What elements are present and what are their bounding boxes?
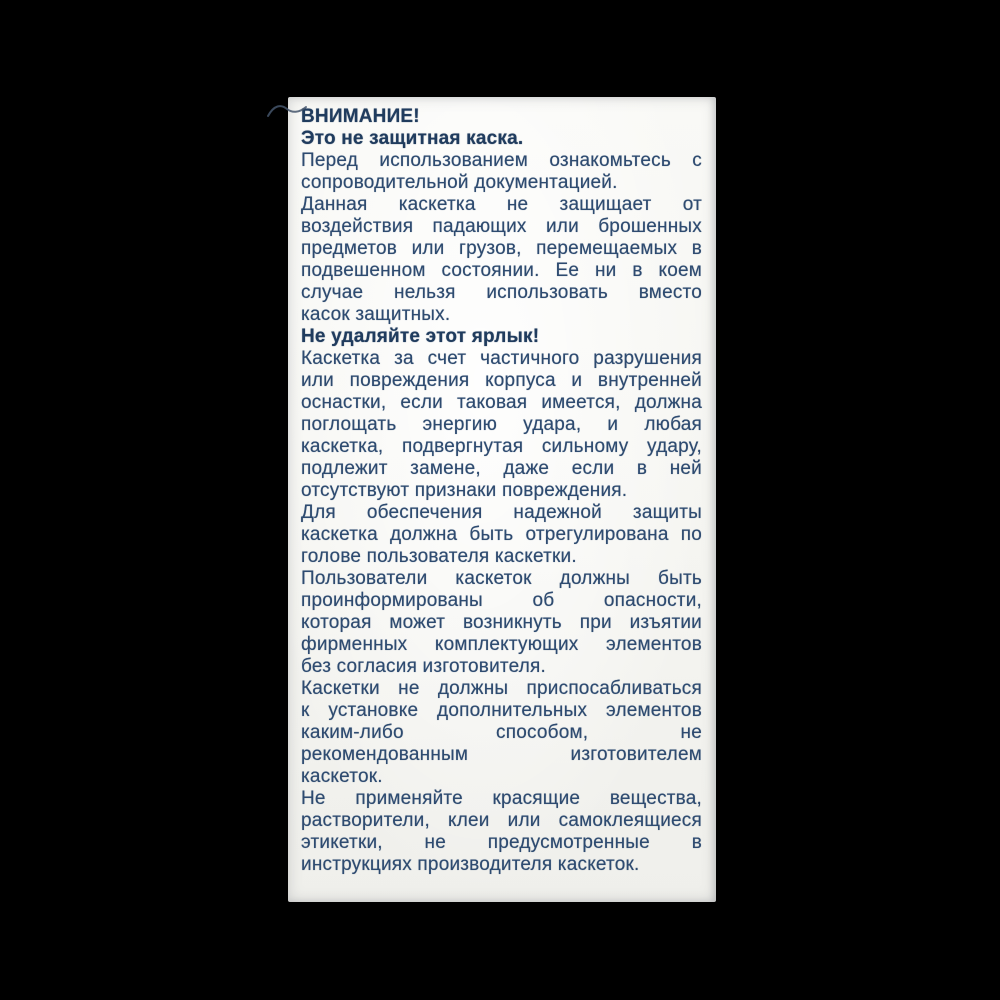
body-paragraph — [301, 788, 702, 876]
body-paragraph — [301, 568, 702, 678]
text-line: к установке дополнительных элементов — [301, 700, 702, 721]
text-line: Пользователи каскеток должны быть — [301, 568, 702, 589]
text-line: Для обеспечения надежной защиты — [301, 502, 702, 523]
text-line: или повреждения корпуса и внутренней — [301, 370, 702, 391]
body-paragraph — [301, 502, 702, 568]
body-paragraph — [301, 348, 702, 502]
text-line: оснастки, если таковая имеется, должна — [301, 392, 702, 413]
text-line: этикетки, не предусмотренные в — [301, 832, 702, 853]
text-line: каким-либо способом, не — [301, 722, 702, 743]
text-line: Каскетка за счет частичного разрушения — [301, 348, 702, 369]
text-line: Каскетки не должны приспосабливаться — [301, 678, 702, 699]
text-line: воздействия падающих или брошенных — [301, 216, 702, 237]
body-paragraph — [301, 678, 702, 788]
heading-paragraph — [301, 106, 702, 128]
text-line: каскетка, подвергнутая сильному удару, — [301, 436, 702, 457]
warning-label — [288, 97, 716, 902]
text-line: случае нельзя использовать вместо — [301, 282, 702, 303]
text-line: растворители, клеи или самоклеящиеся — [301, 810, 702, 831]
text-line: Не удаляйте этот ярлык! — [301, 326, 540, 347]
text-line: ВНИМАНИЕ! — [301, 106, 420, 127]
text-line: каскеток. — [301, 766, 383, 787]
text-line: проинформированы об опасности, — [301, 590, 702, 611]
text-line: касок защитных. — [301, 304, 451, 325]
heading-paragraph — [301, 128, 702, 150]
text-line: Это не защитная каска. — [301, 128, 524, 149]
text-line: подвешенном состоянии. Ее ни в коем — [301, 260, 702, 281]
text-line: предметов или грузов, перемещаемых в — [301, 238, 702, 259]
text-line: отсутствуют признаки повреждения. — [301, 480, 628, 501]
text-line: подлежит замене, даже если в ней — [301, 458, 702, 479]
heading-paragraph — [301, 326, 702, 348]
text-line: рекомендованным изготовителем — [301, 744, 702, 765]
text-line: сопроводительной документацией. — [301, 172, 618, 193]
body-paragraph — [301, 194, 702, 326]
text-line: Не применяйте красящие вещества, — [301, 788, 702, 809]
text-line: Перед использованием ознакомьтесь с — [301, 150, 702, 171]
text-line: поглощать энергию удара, и любая — [301, 414, 702, 435]
text-line: Данная каскетка не защищает от — [301, 194, 702, 215]
text-line: которая может возникнуть при изъятии — [301, 612, 702, 633]
body-paragraph — [301, 150, 702, 194]
thread-scratch-artifact — [266, 100, 310, 126]
text-line: каскетка должна быть отрегулирована по — [301, 524, 702, 545]
text-line: инструкциях производителя каскеток. — [301, 854, 640, 875]
text-line: фирменных комплектующих элементов — [301, 634, 702, 655]
text-line: голове пользователя каскетки. — [301, 546, 577, 567]
text-line: без согласия изготовителя. — [301, 656, 546, 677]
label-text — [301, 106, 702, 876]
